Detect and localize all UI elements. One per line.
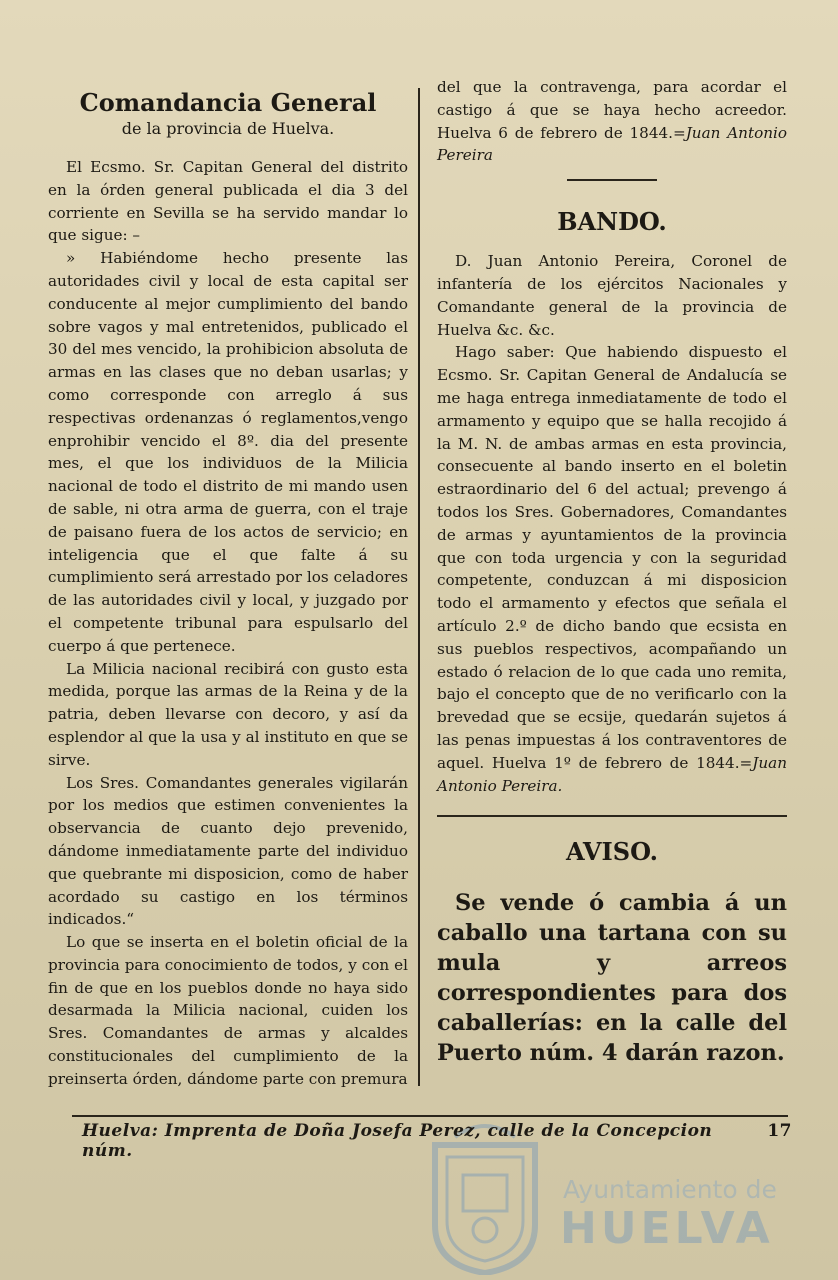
bando-paragraph-1: D. Juan Antonio Pereira, Coronel de infantería de los ejércitos Nacionales y Comandante general de la provincia de Huelva &c. &c. — [437, 252, 787, 339]
continuation-signature: Juan Antonio Pereira — [437, 123, 787, 165]
left-paragraph-5: Lo que se inserta en el boletin oficial de la provincia para conocimiento de todos, y con el fin de que en los pueblos donde no haya sido desarmada la Milicia nacional, cuiden los Sres. Comandantes de armas y alcaldes constitucionales del cumplimiento de la preinserta órden, dándome parte con premura — [48, 933, 408, 1088]
continuation-text: del que la contravenga, para acordar el castigo á que se haya hecho acreedor. Huelva 6 de febrero de 1844.=Juan Antonio Pereira — [437, 78, 787, 165]
watermark-line-2: HUELVA — [560, 1203, 774, 1254]
bando-title: BANDO. — [557, 207, 667, 237]
page-number: 17 — [767, 1121, 792, 1141]
page-title: Comandancia General — [79, 88, 377, 117]
bando-paragraph-2: Hago saber: Que habiendo dispuesto el Ecsmo. Sr. Capitan General de Andalucía se me haga entrega inmediatamente de todo el armamento y equipo que se halla recojido á la M. N. de ambas armas en esta provincia, consecuente al bando inserto en el boletin estraordinario del 6 del actual; prevengo á todos los Sres. Gobernadores, Comandantes de armas y ayuntamientos de la provincia que con toda urgencia y con la seguridad competente, conduzcan á mi disposicion todo el armamento y efectos que señala el artículo 2.º de dicho bando que ecsista en sus pueblos respectivos, acompañando un estado ó relacion de lo que cada uno remita, bajo el concepto que de no verificarlo con la brevedad que se ecsije, quedarán sujetos á las penas impuestas á los contraventores de aquel. Huelva 1º de febrero de 1844.=Juan Antonio Pereira. — [437, 343, 787, 795]
left-paragraph-3: La Milicia nacional recibirá con gusto esta medida, porque las armas de la Reina y de la patria, deben llevarse con decoro, y así da esplendor al que la usa y al instituto en que se sirve. — [48, 659, 408, 769]
aviso-text: Se vende ó cambia á un caballo una tartana con su mula y arreos correspondientes para dos caballerías: en la calle del Puerto núm. 4 darán razon. — [437, 890, 787, 1067]
imprint: Huelva: Imprenta de Doña Josefa Perez, calle de la Concepcion núm. — [82, 1121, 713, 1161]
left-paragraph-1: El Ecsmo. Sr. Capitan General del distrito en la órden general publicada el dia 3 del corriente en Sevilla se ha servido mandar lo que sigue: – — [48, 158, 408, 245]
left-paragraph-4: Los Sres. Comandantes generales vigilarán por los medios que estimen convenientes la observancia de cuanto dejo prevenido, dándome inmediatamente parte del individuo que quebrante mi disposicion, como de haber acordado su castigo en los términos indicados.“ — [48, 773, 408, 929]
left-paragraph-2: » Habiéndome hecho presente las autoridades civil y local de esta capital ser conducente al mejor cumplimiento del bando sobre vagos y mal entretenidos, publicado el 30 del mes vencido, la prohibicion absoluta de armas en las clases que no deban usarlas; y como corresponde con arreglo á sus respectivas ordenanzas ó reglamentos,vengo enprohibir vencido el 8º. dia del presente mes, el que los individuos de la Milicia nacional de todo el distrito de mi mando usen de sable, ni otra arma de guerra, con el traje de paisano fuera de los actos de servicio; en inteligencia que el que falte á su cumplimiento será arrestado por los celadores de las autoridades civil y local, y juzgado por el competente tribunal para espulsarlo del cuerpo á que pertenece. — [48, 249, 408, 655]
right-column — [437, 0, 787, 1068]
aviso-title: AVISO. — [566, 837, 658, 867]
subheading: de la provincia de Huelva. — [121, 119, 335, 138]
bando-signature: Juan Antonio Pereira. — [437, 753, 787, 795]
watermark-line-1: Ayuntamiento de — [563, 1175, 777, 1204]
footer — [82, 1121, 792, 1161]
column-divider — [418, 88, 420, 1086]
left-column — [48, 0, 408, 1091]
footer-rule — [72, 1115, 788, 1117]
